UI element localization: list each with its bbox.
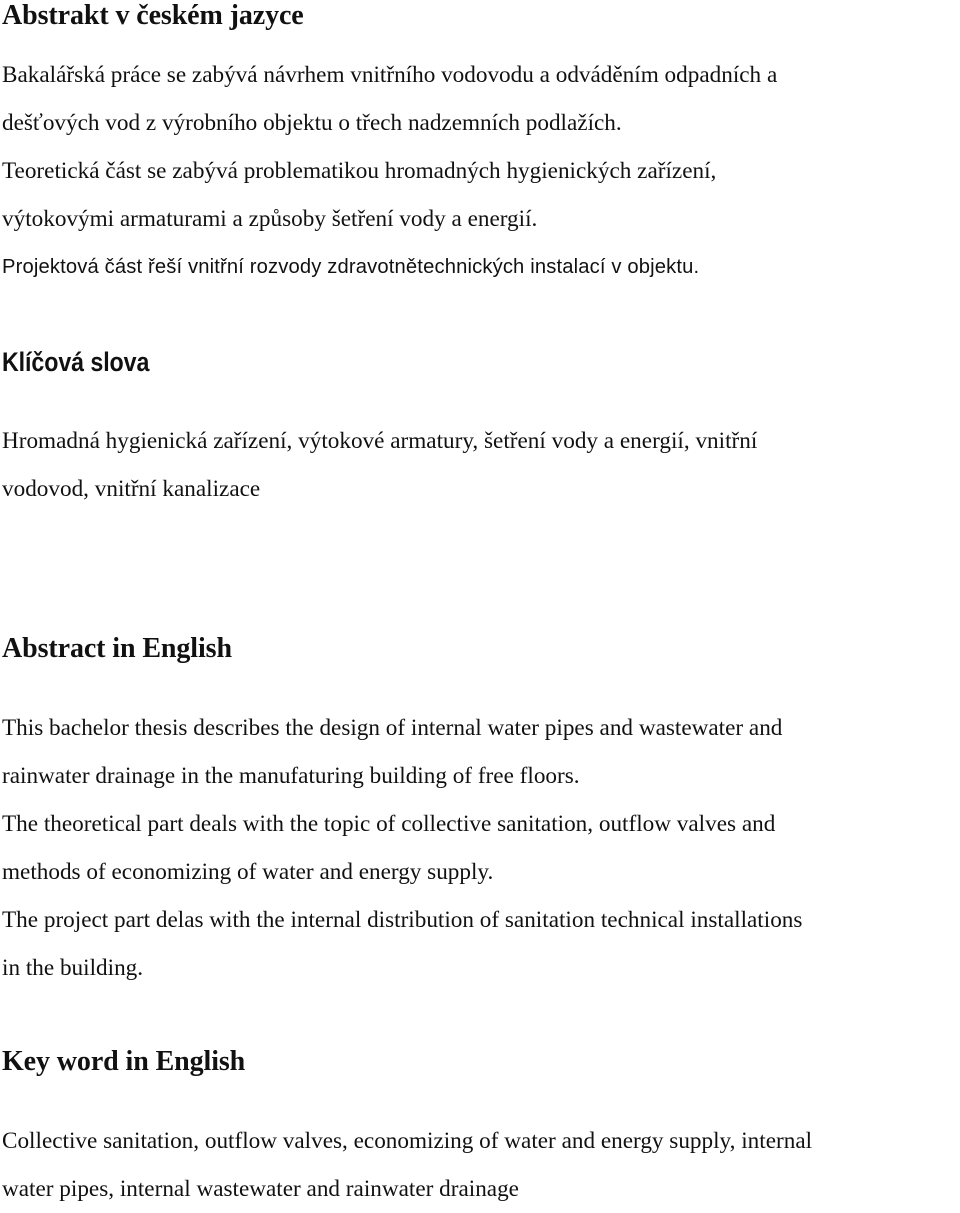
czech-abstract-line-2: dešťových vod z výrobního objektu o třech nadzemních podlažích. bbox=[2, 110, 622, 136]
english-abstract-heading: Abstract in English bbox=[2, 633, 232, 664]
czech-abstract-line-3: Teoretická část se zabývá problematikou hromadných hygienických zařízení, bbox=[2, 158, 717, 184]
czech-abstract-heading: Abstrakt v českém jazyce bbox=[2, 0, 304, 31]
english-abstract-line-1: This bachelor thesis describes the design of internal water pipes and wastewater and bbox=[2, 715, 783, 741]
czech-keywords-heading: Klíčová slova bbox=[2, 347, 150, 377]
english-abstract-line-4: methods of economizing of water and energy supply. bbox=[2, 859, 494, 885]
english-abstract-paragraph bbox=[2, 704, 958, 992]
english-keywords-line-2: water pipes, internal wastewater and rainwater drainage bbox=[2, 1176, 519, 1202]
czech-abstract-line-5: Projektová část řeší vnitřní rozvody zdravotnětechnických instalací v objektu. bbox=[2, 256, 700, 278]
czech-keywords-line-2: vodovod, vnitřní kanalizace bbox=[2, 476, 261, 502]
czech-abstract-line-1: Bakalářská práce se zabývá návrhem vnitřního vodovodu a odváděním odpadních a bbox=[2, 62, 778, 88]
english-keywords-heading: Key word in English bbox=[2, 1046, 246, 1077]
czech-keywords-line-1: Hromadná hygienická zařízení, výtokové armatury, šetření vody a energií, vnitřní bbox=[2, 428, 758, 454]
czech-abstract-line-4: výtokovými armaturami a způsoby šetření vody a energií. bbox=[2, 206, 538, 232]
english-abstract-line-5: The project part delas with the internal distribution of sanitation technical installations bbox=[2, 907, 803, 933]
czech-abstract-paragraph bbox=[2, 51, 958, 291]
english-abstract-line-3: The theoretical part deals with the topic of collective sanitation, outflow valves and bbox=[2, 811, 776, 837]
english-keywords-paragraph bbox=[2, 1117, 958, 1213]
english-abstract-line-2: rainwater drainage in the manufaturing building of free floors. bbox=[2, 763, 580, 789]
english-abstract-line-6: in the building. bbox=[2, 955, 144, 981]
english-keywords-line-1: Collective sanitation, outflow valves, economizing of water and energy supply, internal bbox=[2, 1128, 813, 1154]
czech-keywords-paragraph bbox=[2, 417, 958, 513]
